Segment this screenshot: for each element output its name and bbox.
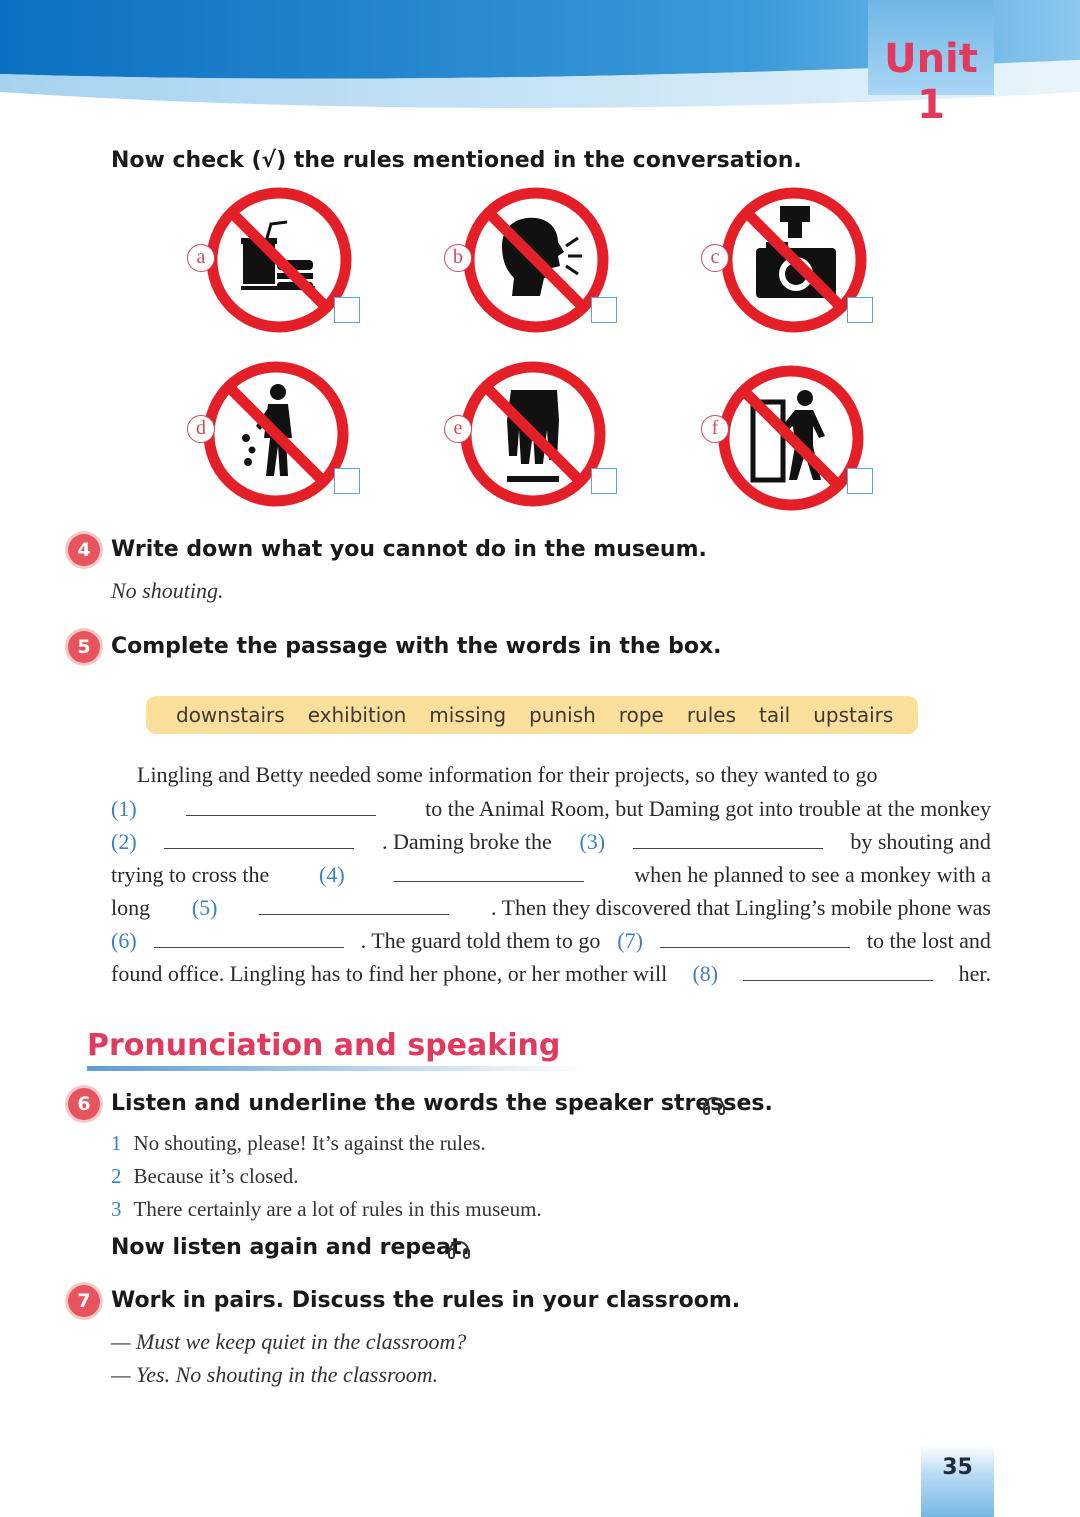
- sentence-number: 1: [111, 1131, 122, 1155]
- passage-text: to the lost and: [866, 928, 991, 953]
- passage-text: long: [111, 895, 151, 920]
- sentence-text: Because it’s closed.: [133, 1164, 299, 1188]
- blank-number: (7): [617, 928, 643, 953]
- sign-a: [205, 186, 353, 339]
- no-touching-icon: [459, 360, 607, 508]
- word-box-item: missing: [429, 703, 507, 727]
- passage-line: [111, 762, 991, 795]
- unit-label: Unit 1: [884, 36, 978, 128]
- dialogue-line-1: — Must we keep quiet in the classroom?: [111, 1329, 467, 1354]
- passage-text: by shouting and: [850, 829, 991, 854]
- blank-number: (4): [319, 862, 345, 887]
- sentence-text: There certainly are a lot of rules in this museum.: [133, 1197, 542, 1221]
- blank-1[interactable]: [186, 795, 376, 816]
- exercise-6-instruction: Listen and underline the words the speaker stresses.: [111, 1091, 773, 1116]
- sign-letter-a: a: [187, 244, 215, 272]
- passage-text: her.: [958, 961, 991, 986]
- passage-text: when he planned to see a monkey with a: [634, 862, 991, 887]
- sign-letter-e: e: [444, 415, 472, 443]
- sign-letter-f: f: [701, 415, 729, 443]
- sign-b: [462, 186, 610, 339]
- blank-6[interactable]: [154, 927, 344, 948]
- blank-number: (3): [579, 829, 606, 854]
- exercise-7-number: 7: [68, 1285, 100, 1317]
- word-box-item: exhibition: [307, 703, 407, 727]
- blank-5[interactable]: [259, 894, 449, 915]
- passage-line: [111, 828, 991, 861]
- repeat-instruction: Now listen again and repeat.: [111, 1235, 470, 1260]
- checkbox-c[interactable]: [847, 297, 873, 323]
- blank-7[interactable]: [660, 927, 850, 948]
- checkbox-a[interactable]: [334, 297, 360, 323]
- no-shouting-icon: [462, 186, 610, 334]
- blank-number: (6): [111, 928, 137, 953]
- no-food-drink-icon: [205, 186, 353, 334]
- passage-line: [111, 960, 991, 993]
- checkbox-d[interactable]: [334, 468, 360, 494]
- sentence-1: [111, 1131, 486, 1156]
- sign-letter-b: b: [444, 244, 472, 272]
- word-box: [146, 696, 918, 734]
- sentence-number: 2: [111, 1164, 122, 1188]
- blank-number: (8): [692, 961, 719, 986]
- word-box-item: downstairs: [176, 703, 285, 727]
- blank-2[interactable]: [164, 828, 354, 849]
- exercise-4-instruction: Write down what you cannot do in the museum.: [111, 537, 707, 562]
- exercise-4-number: 4: [68, 534, 100, 566]
- blank-4[interactable]: [394, 861, 584, 882]
- sign-letter-c: c: [701, 244, 729, 272]
- sentence-3: [111, 1197, 542, 1222]
- passage-text: trying to cross the: [111, 862, 270, 887]
- passage-text: found office. Lingling has to find her phone, or her mother will: [111, 961, 668, 986]
- word-box-item: upstairs: [813, 703, 894, 727]
- word-box-item: rules: [686, 703, 737, 727]
- sign-f: [717, 364, 865, 517]
- checkbox-e[interactable]: [591, 468, 617, 494]
- sentence-number: 3: [111, 1197, 122, 1221]
- passage-text: Lingling and Betty needed some information for their projects, so they wanted to go: [137, 762, 878, 787]
- no-photography-icon: [720, 186, 868, 334]
- headphones-icon[interactable]: [447, 1233, 471, 1266]
- blank-3[interactable]: [633, 828, 823, 849]
- sign-letter-d: d: [187, 415, 215, 443]
- sentence-2: [111, 1164, 299, 1189]
- check-instruction: Now check (√) the rules mentioned in the conversation.: [111, 148, 802, 173]
- passage-line: [111, 861, 991, 894]
- exercise-6-number: 6: [68, 1088, 100, 1120]
- checkbox-f[interactable]: [847, 468, 873, 494]
- blank-number: (2): [111, 829, 137, 854]
- passage-line: [111, 894, 991, 927]
- exercise-7-instruction: Work in pairs. Discuss the rules in your classroom.: [111, 1288, 741, 1313]
- passage-text: . Then they discovered that Lingling’s mobile phone was: [490, 895, 991, 920]
- blank-number: (1): [111, 796, 137, 821]
- headphones-icon[interactable]: [702, 1089, 726, 1122]
- word-box-item: punish: [529, 703, 596, 727]
- sign-e: [459, 360, 607, 513]
- passage-text: . The guard told them to go: [360, 928, 601, 953]
- passage-text: to the Animal Room, but Daming got into trouble at the monkey: [425, 796, 991, 821]
- page-number: 35: [942, 1455, 973, 1480]
- passage-line: [111, 795, 991, 828]
- blank-number: (5): [191, 895, 218, 920]
- dialogue-line-2: — Yes. No shouting in the classroom.: [111, 1362, 439, 1387]
- word-box-item: tail: [759, 703, 791, 727]
- sentence-text: No shouting, please! It’s against the rules.: [133, 1131, 486, 1155]
- no-entry-icon: [717, 364, 865, 512]
- word-box-item: rope: [618, 703, 664, 727]
- sign-d: [202, 360, 350, 513]
- no-littering-icon: [202, 360, 350, 508]
- passage-text: . Daming broke the: [381, 829, 552, 854]
- passage-line: [111, 927, 991, 960]
- sign-c: [720, 186, 868, 339]
- section-underline: [87, 1066, 587, 1071]
- section-title: Pronunciation and speaking: [87, 1028, 561, 1063]
- blank-8[interactable]: [743, 960, 933, 981]
- exercise-4-example: No shouting.: [111, 578, 224, 603]
- exercise-5-instruction: Complete the passage with the words in the box.: [111, 634, 722, 659]
- exercise-5-number: 5: [68, 631, 100, 663]
- checkbox-b[interactable]: [591, 297, 617, 323]
